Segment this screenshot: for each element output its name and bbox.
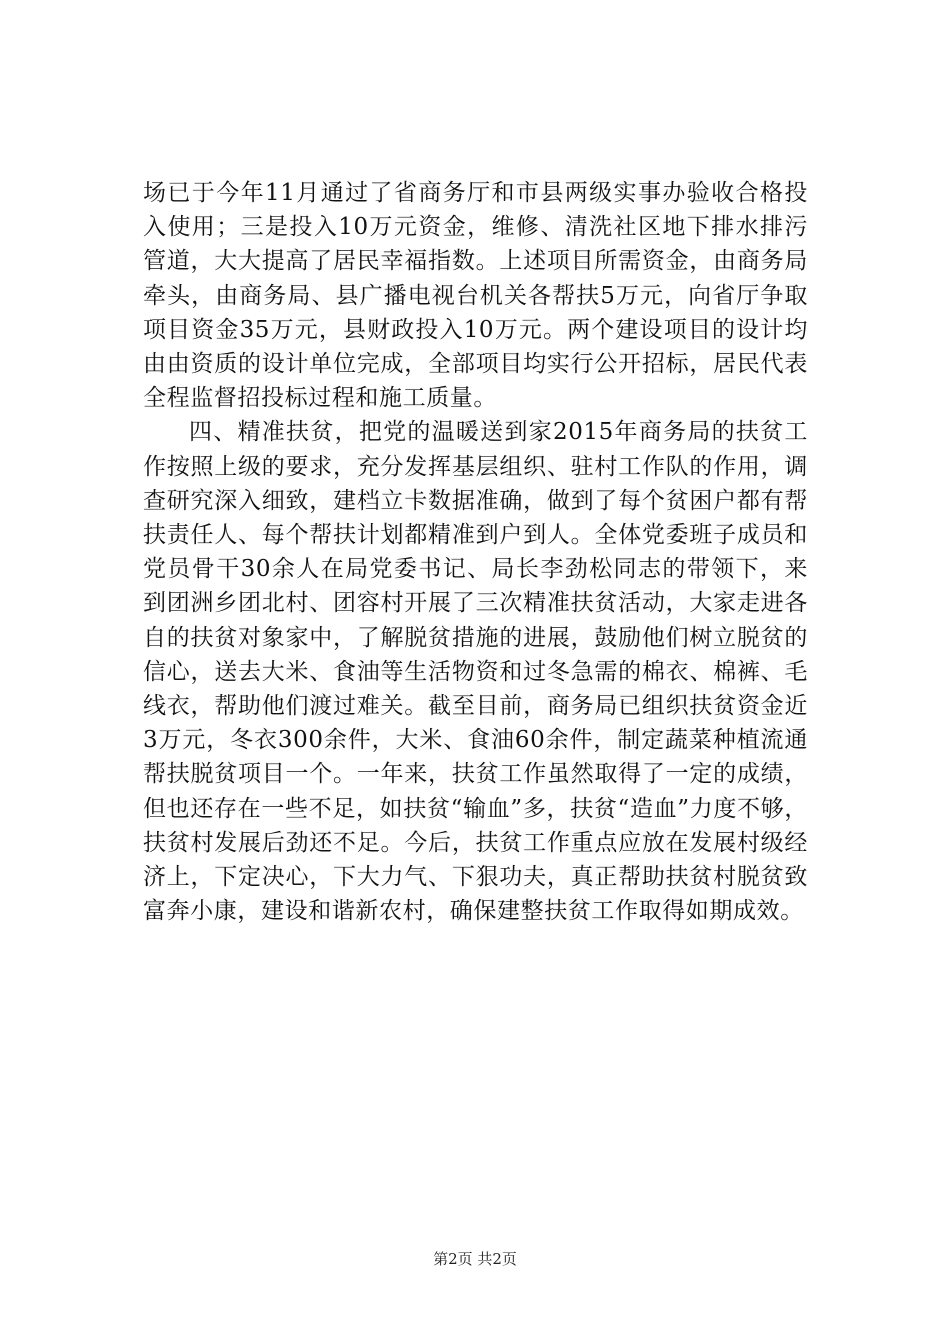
paragraph-section-four: 四、精准扶贫，把党的温暖送到家2015年商务局的扶贫工作按照上级的要求，充分发挥基层组织、驻村工作队的作用，调查研究深入细致，建档立卡数据准确，做到了每个贫困户都有帮扶责任人、每个帮扶计划都精准到户到人。全体党委班子成员和党员骨干30余人在局党委书记、局长李劲松同志的带领下，来到团洲乡团北村、团容村开展了三次精准扶贫活动，大家走进各自的扶贫对象家中，了解脱贫措施的进展，鼓励他们树立脱贫的信心，送去大米、食油等生活物资和过冬急需的棉衣、棉裤、毛线衣，帮助他们渡过难关。截至目前，商务局已组织扶贫资金近3万元，冬衣300余件，大米、食油60余件，制定蔬菜种植流通帮扶脱贫项目一个。一年来，扶贫工作虽然取得了一定的成绩，但也还存在一些不足，如扶贫“输血”多，扶贫“造血”力度不够，扶贫村发展后劲还不足。今后，扶贫工作重点应放在发展村级经济上，下定决心，下大力气、下狠功夫，真正帮助扶贫村脱贫致富奔小康，建设和谐新农村，确保建整扶贫工作取得如期成效。 [143, 419, 808, 925]
page-number-footer: 第2页 共2页 [433, 1250, 517, 1268]
document-body [143, 176, 808, 928]
paragraph-continuation: 场已于今年11月通过了省商务厅和市县两级实事办验收合格投入使用；三是投入10万元资金，维修、清洗社区地下排水排污管道，大大提高了居民幸福指数。上述项目所需资金，由商务局牵头，由商务局、县广播电视台机关各帮扶5万元，向省厅争取项目资金35万元，县财政投入10万元。两个建设项目的设计均由由资质的设计单位完成，全部项目均实行公开招标，居民代表全程监督招投标过程和施工质量。 [143, 180, 808, 412]
